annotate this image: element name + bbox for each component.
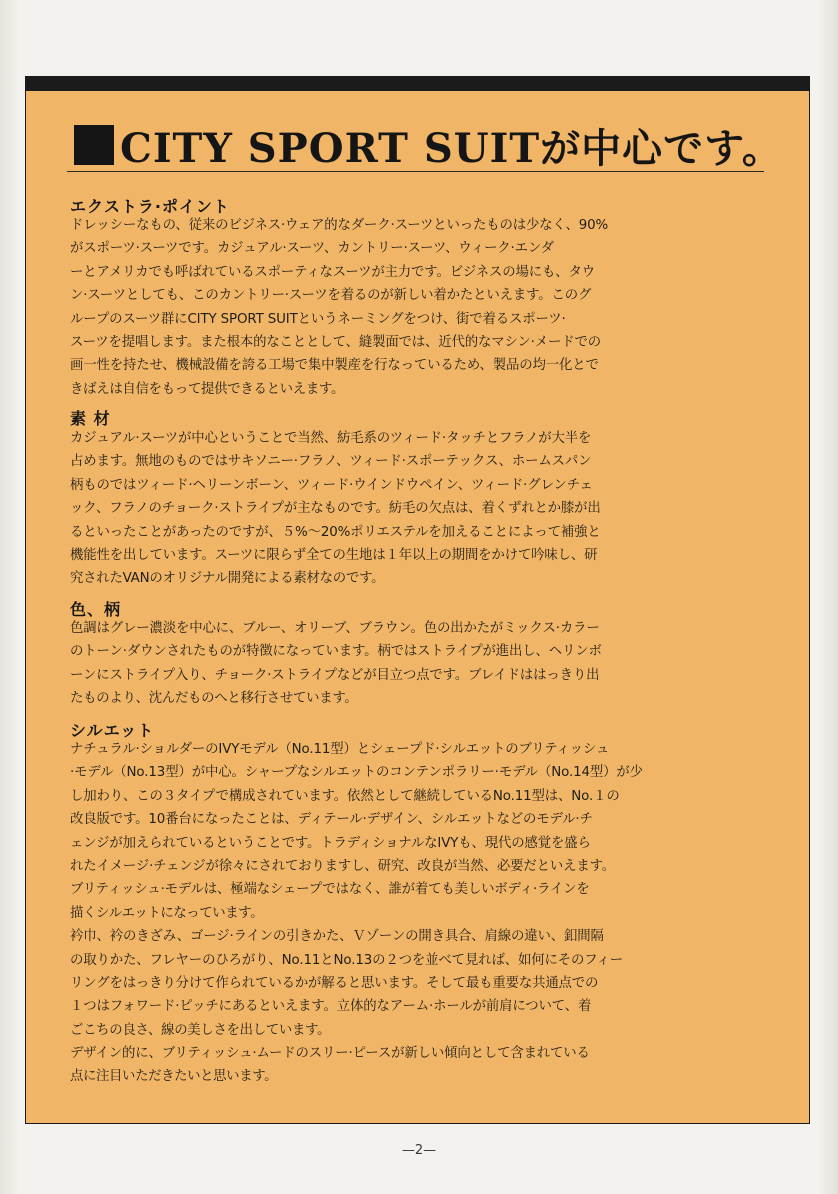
text-line: れたイメージ·チェンジが徐々にされておりますし、研究、改良が当然、必要だといえます。 (70, 858, 616, 874)
page-heading (74, 118, 783, 172)
section-title-color-pattern: 色、柄 (70, 600, 122, 619)
text-line: 画一性を持たせ、機械設備を誇る工場で集中製産を行なっているため、製品の均一化とで (70, 358, 599, 374)
text-line: ごこちの良さ、線の美しさを出しています。 (70, 1022, 331, 1038)
section-body-material (70, 427, 770, 591)
text-line: カジュアル·スーツが中心ということで当然、紡毛系のツィード·タッチとフラノが大半を (70, 431, 592, 446)
text-line: 描くシルエットになっています。 (70, 905, 264, 921)
text-line: るといったことがあったのですが、５%〜20%ポリエステルを加えることによって補強と (70, 524, 601, 540)
text-line: ドレッシーなもの、従来のビジネス·ウェア的なダーク·スーツといったものは少なく、90% (70, 218, 609, 233)
page-number: —2— (401, 1143, 437, 1158)
section-title-material: 素 材 (70, 409, 111, 428)
text-line: ナチュラル·ショルダーのIVYモデル（No.11型）とシェープド·シルエットのブリティッシュ (70, 742, 610, 757)
text-line: ーンにストライプ入り、チョーク·ストライプなどが目立つ点です。ブレイドははっきり出 (70, 667, 600, 683)
text-line: 究されたVANのオリジナル開発による素材なのです。 (70, 571, 385, 587)
text-line: ック、フラノのチョーク·ストライプが主なものです。紡毛の欠点は、着くずれとか膝が出 (70, 501, 601, 517)
text-line: 機能性を出しています。スーツに限らず全ての生地は１年以上の期間をかけて吟味し、研 (70, 547, 598, 563)
text-line: たものより、沈んだものへと移行させています。 (70, 691, 358, 707)
section-body-color-pattern (70, 617, 770, 711)
text-line: リングをはっきり分けて作られているかが解ると思います。そして最も重要な共通点での (70, 975, 599, 991)
text-line: 衿巾、衿のきざみ、ゴージ·ラインの引きかた、Ｖゾーンの開き具合、肩線の違い、釦間隔 (70, 929, 604, 945)
text-line: 柄ものではツィード·ヘリーンボーン、ツィード·ウインドウペイン、ツィード·グレンチェ (70, 477, 593, 493)
text-line: ン·スーツとしても、このカントリー·スーツを着るのが新しい着かたといえます。このグ (70, 288, 592, 304)
text-line: 点に注目いただきたいと思います。 (70, 1069, 278, 1085)
text-line: ーとアメリカでも呼ばれているスポーティなスーツが主力です。ビジネスの場にも、タウ (70, 264, 595, 280)
text-line: ブリティッシュ·モデルは、極端なシェープではなく、誰が着ても美しいボディ·ラインを (70, 882, 590, 898)
text-line: ·モデル（No.13型）が中心。シャープなシルエットのコンテンポラリー·モデル（No.14型）が少 (70, 765, 643, 781)
section-body-extra-point (70, 214, 770, 401)
black-square-icon (74, 125, 114, 165)
page-title: CITY SPORT SUITが中心です。 (120, 124, 783, 172)
text-line: スーツを提唱します。また根本的なこととして、縫製面では、近代的なマシン·メードでの (70, 334, 601, 350)
heading-rule (67, 171, 764, 172)
text-line: 占めます。無地のものではサキソニー·フラノ、ツィード·スポーテックス、ホームスパン (70, 454, 592, 470)
text-line: がスポーツ·スーツです。カジュアル·スーツ、カントリー·スーツ、ウィーク·エンダ (70, 241, 554, 257)
text-line: 改良版です。10番台になったことは、ディテール·デザイン、シルエットなどのモデル·チ (70, 812, 593, 828)
section-body-silhouette (70, 738, 770, 1089)
text-line: ループのスーツ群にCITY SPORT SUITというネーミングをつけ、街で着るスポーツ· (70, 311, 566, 327)
text-line: のトーン·ダウンされたものが特徴になっています。柄ではストライプが進出し、ヘリンボ (70, 644, 602, 660)
text-line: きばえは自信をもって提供できるといえます。 (70, 381, 345, 397)
section-title-silhouette: シルエット (70, 721, 155, 740)
text-line: し加わり、この３タイプで構成されています。依然として継続しているNo.11型は、No.１の (70, 788, 620, 804)
text-line: ェンジが加えられているということです。トラディショナルなIVYも、現代の感覚を盛ら (70, 835, 591, 851)
section-title-extra-point: エクストラ·ポイント (70, 197, 230, 216)
text-line: 色調はグレー濃淡を中心に、ブルー、オリーブ、ブラウン。色の出かたがミックス·カラー (70, 621, 600, 636)
text-line: デザイン的に、ブリティッシュ·ムードのスリー·ピースが新しい傾向として含まれている (70, 1046, 590, 1062)
text-line: １つはフォワード·ピッチにあるといえます。立体的なアーム·ホールが前肩について、着 (70, 999, 592, 1015)
text-line: の取りかた、フレヤーのひろがり、No.11とNo.13の２つを並べて見れば、如何にそのフィー (70, 952, 623, 968)
